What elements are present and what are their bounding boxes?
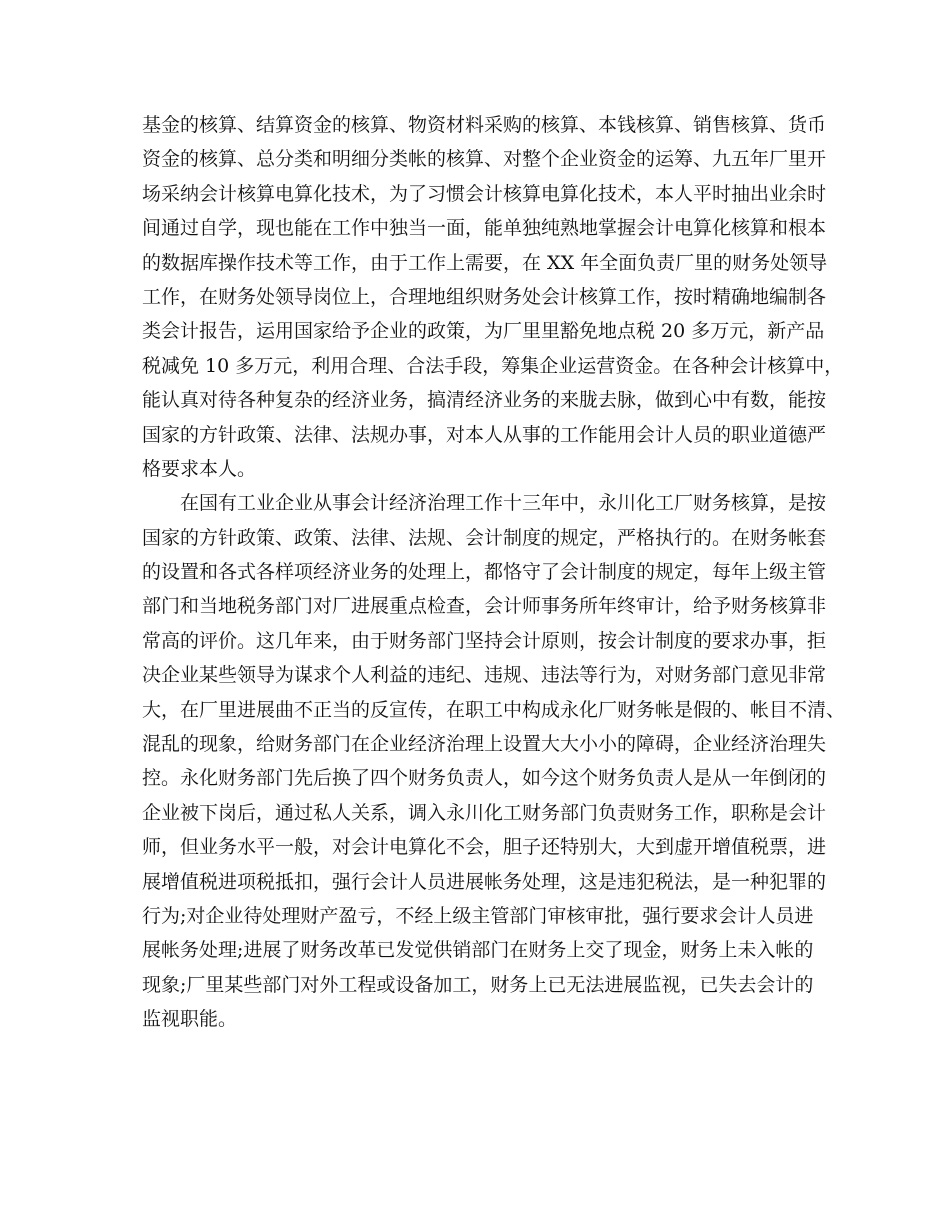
text-line: 常高的评价。这几年来，由于财务部门坚持会计原则，按会计制度的要求办事，拒	[142, 629, 827, 652]
text-line: 的数据库操作技术等工作，由于工作上需要，在 XX 年全面负责厂里的财务处领导	[142, 251, 828, 274]
text-line: 大，在厂里进展曲不正当的反宣传，在职工中构成永化厂财务帐是假的、帐目不清、	[142, 698, 846, 721]
paragraph-2	[142, 486, 846, 1036]
text-line: 国家的方针政策、法律、法规办事，对本人从事的工作能用会计人员的职业道德严	[142, 423, 827, 446]
text-line: 展帐务处理;进展了财务改革已发觉供销部门在财务上交了现金，财务上未入帐的	[142, 939, 814, 962]
text-line: 工作，在财务处领导岗位上，合理地组织财务处会计核算工作，按时精确地编制各	[142, 285, 827, 308]
text-line: 现象;厂里某些部门对外工程或设备加工，财务上已无法进展监视，已失去会计的	[142, 973, 814, 996]
text-line: 控。永化财务部门先后换了四个财务负责人，如今这个财务负责人是从一年倒闭的	[142, 767, 827, 790]
text-line: 部门和当地税务部门对厂进展重点检查，会计师事务所年终审计，给予财务核算非	[142, 595, 827, 618]
text-line: 场采纳会计核算电算化技术，为了习惯会计核算电算化技术，本人平时抽出业余时	[142, 182, 827, 205]
text-line: 展增值税进项税抵扣，强行会计人员进展帐务处理，这是违犯税法，是一种犯罪的	[142, 870, 827, 893]
text-line: 格要求本人。	[142, 457, 257, 480]
paragraph-1	[142, 108, 844, 486]
text-line: 资金的核算、总分类和明细分类帐的核算、对整个企业资金的运筹、九五年厂里开	[142, 148, 827, 171]
text-line: 税减免 10 多万元，利用合理、合法手段，筹集企业运营资金。在各种会计核算中，	[142, 354, 844, 377]
text-line: 师，但业务水平一般，对会计电算化不会，胆子还特别大，大到虚开增值税票，进	[142, 836, 827, 859]
text-line: 混乱的现象，给财务部门在企业经济治理上设置大大小小的障碍，企业经济治理失	[142, 733, 827, 756]
text-line: 在国有工业企业从事会计经济治理工作十三年中，永川化工厂财务核算，是按	[180, 492, 827, 515]
text-line: 监视职能。	[142, 1008, 238, 1031]
text-line: 行为;对企业待处理财产盈亏，不经上级主管部门审核审批，强行要求会计人员进	[142, 904, 814, 927]
text-line: 基金的核算、结算资金的核算、物资材料采购的核算、本钱核算、销售核算、货币	[142, 114, 827, 136]
text-line: 决企业某些领导为谋求个人利益的违纪、违规、违法等行为，对财务部门意见非常	[142, 664, 827, 687]
text-line: 能认真对待各种复杂的经济业务，搞清经济业务的来胧去脉，做到心中有数，能按	[142, 389, 827, 412]
text-line: 的设置和各式各样项经济业务的处理上，都恪守了会计制度的规定，每年上级主管	[142, 561, 827, 584]
document-page	[142, 108, 846, 1037]
text-line: 企业被下岗后，通过私人关系，调入永川化工财务部门负责财务工作，职称是会计	[142, 801, 827, 824]
text-line: 间通过自学，现也能在工作中独当一面，能单独纯熟地掌握会计电算化核算和根本	[142, 217, 827, 240]
text-line: 类会计报告，运用国家给予企业的政策，为厂里里豁免地点税 20 多万元，新产品	[142, 320, 825, 343]
text-line: 国家的方针政策、政策、法律、法规、会计制度的规定，严格执行的。在财务帐套	[142, 526, 827, 549]
